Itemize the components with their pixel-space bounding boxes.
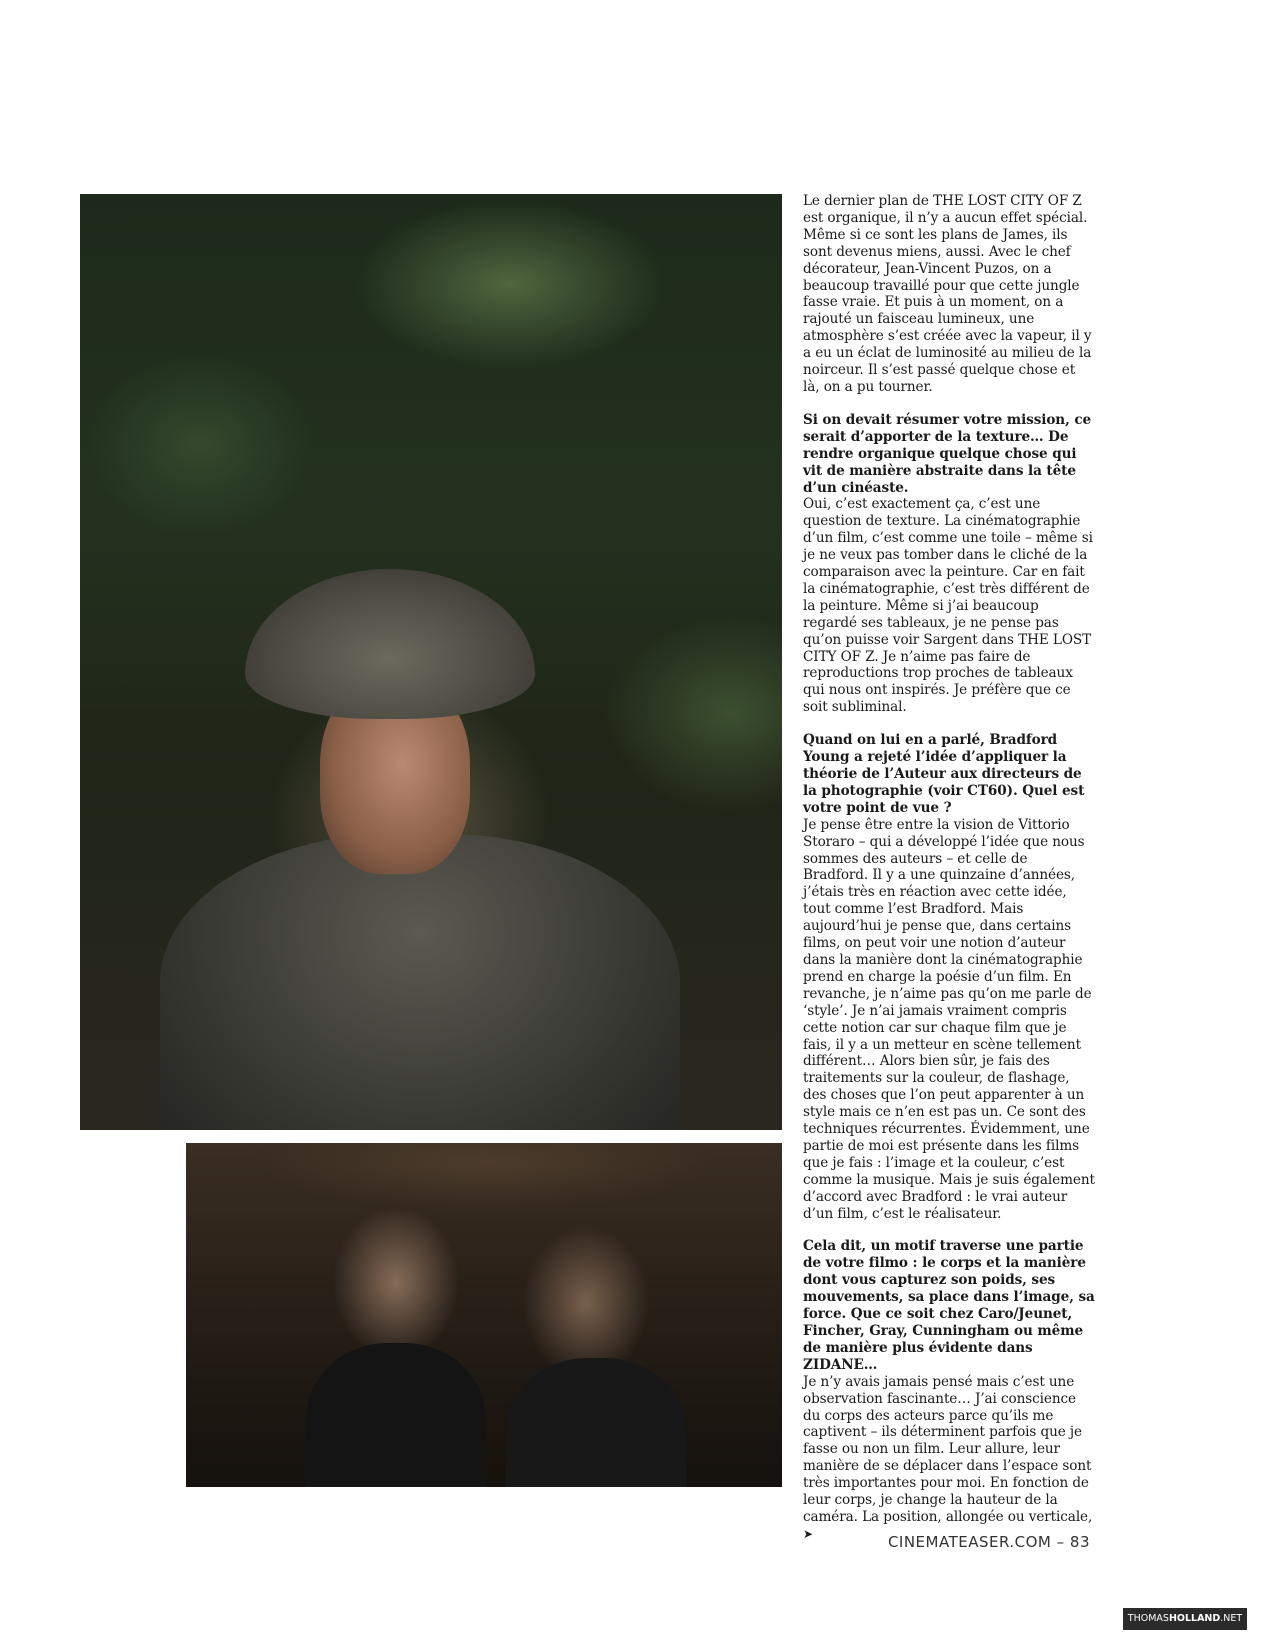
watermark-badge bbox=[1123, 1608, 1247, 1630]
photo-figure-torso bbox=[160, 834, 680, 1130]
page-footer bbox=[870, 1533, 1090, 1551]
answer bbox=[803, 1374, 1095, 1543]
continue-arrow-icon: ➤ bbox=[803, 1526, 813, 1541]
site-name: CINEMATEASER.COM bbox=[887, 1533, 1052, 1551]
answer-text: Je n’y avais jamais pensé mais c’est une observation fascinante… J’ai conscience du corps des acteurs parce qu’ils me captivent – ils déterminent parfois que je fasse ou non un film. Leur allure, leur manière de se déplacer dans l’espace sont très importantes pour moi. En fonction de leur corps, je change la hauteur de la caméra. La position, allongée ou verticale, bbox=[803, 1373, 1093, 1525]
question: Si on devait résumer votre mission, ce serait d’apporter de la texture… De rendre organique quelque chose qui vit de manière abstraite dans la tête d’un cinéaste. bbox=[803, 411, 1092, 496]
page-number: 83 bbox=[1069, 1533, 1090, 1551]
photo-figure-hat bbox=[245, 569, 535, 719]
footer-separator: – bbox=[1051, 1533, 1070, 1551]
main-photo bbox=[80, 194, 782, 1130]
second-photo bbox=[186, 1143, 782, 1487]
watermark-part3: .NET bbox=[1220, 1613, 1243, 1624]
watermark-part2: HOLLAND bbox=[1168, 1613, 1221, 1624]
question: Cela dit, un motif traverse une partie de votre filmo : le corps et la manière dont vous capturez son poids, ses mouvements, sa place dans l’image, sa force. Que ce soit chez Caro/Jeunet, Fincher, Gray, Cunningham ou même de manière plus évidente dans ZIDANE… bbox=[803, 1238, 1095, 1373]
photo-figure-left bbox=[306, 1343, 486, 1487]
question: Quand on lui en a parlé, Bradford Young a rejeté l’idée d’appliquer la théorie de l’Auteur aux directeurs de la photographie (voir CT60). Quel est votre point de vue ? bbox=[803, 732, 1085, 816]
answer: Je pense être entre la vision de Vittorio Storaro – qui a développé l’idée que nous sommes des auteurs – et celle de Bradford. Il y a une quinzaine d’années, j’étais très en réaction avec cette idée, tout comme l’est Bradford. Mais aujourd’hui je pense que, dans certains films, on peut voir une notion d’auteur dans la manière dont la cinématographie prend en charge la poésie d’un film. En revanche, je n’aime pas qu’on me parle de ‘style’. Je n’ai jamais vraiment compris cette notion car sur chaque film que je fais, il y a un metteur en scène tellement différent… Alors bien sûr, je fais des traitements sur la couleur, de flashage, des choses que l’on peut apparenter à un style mais ce n’en est pas un. Ce sont des techniques récurrentes. Évidemment, une partie de moi est présente dans les films que je fais : l’image et la couleur, c’est comme la musique. Mais je suis également d’accord avec Bradford : le vrai auteur d’un film, c’est le réalisateur. bbox=[803, 816, 1095, 1222]
paragraph: Le dernier plan de THE LOST CITY OF Z est organique, il n’y a aucun effet spécial. Même si ce sont les plans de James, ils sont devenus miens, aussi. Avec le chef décorateur, Jean-Vincent Puzos, on a beaucoup travaillé pour que cette jungle fasse vraie. Et puis à un moment, on a rajouté un faisceau lumineux, une atmosphère s’est créée avec la vapeur, il y a eu un éclat de luminosité au milieu de la noirceur. Il s’est passé quelque chose et là, on a pu tourner. bbox=[803, 193, 1092, 395]
article-column bbox=[803, 193, 1095, 1543]
watermark-part1: THOMAS bbox=[1127, 1613, 1169, 1624]
photo-figure-right bbox=[506, 1358, 686, 1487]
answer: Oui, c’est exactement ça, c’est une question de texture. La cinématographie d’un film, c’est comme une toile – même si je ne veux pas tomber dans le cliché de la comparaison avec la peinture. Car en fait la cinématographie, c’est très différent de la peinture. Même si j’ai beaucoup regardé ses tableaux, je ne pense pas qu’on puisse voir Sargent dans THE LOST CITY OF Z. Je n’aime pas faire de reproductions trop proches de tableaux qui nous ont inspirés. Je préfère que ce soit subliminal. bbox=[803, 496, 1093, 716]
